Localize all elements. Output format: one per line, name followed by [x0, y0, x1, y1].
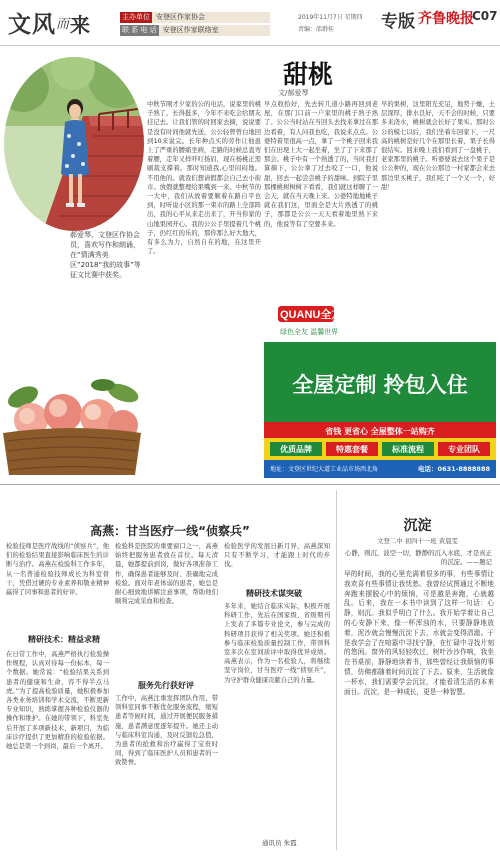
column-logo-text-a: 文风	[8, 11, 56, 38]
peach-basket-photo	[3, 375, 141, 475]
lead-article-column-3: 早的果树，这里阳光充足，地势干燥，土层深厚，排水良好，天不会的时候，只要多来浇水，桃树就会长好了果实。那时公公的模七以后，我们坐着车回家下，一尺高的桃树是好几个在那里长着，果子长得很结实。回来晚上我们看到了一盘桃子，老家那里的桃子。听婆婆说去这个果子是公公种的，现在公公那边一村家都会来去那边里买桃子，我们吃了一个又一个，好甜！	[381, 101, 495, 191]
article-2-column-2-intro: 检验科是医院的重要窗口之一，高燕始终把服务患者放在首位。每天清晨，她都提前到岗，做好各项准备工作，确保患者能够及时、准确地完成检验。面对年老体弱的患者，她总是耐心细致地讲解注意事项，帮助他们顺利完成采血和检查。	[115, 543, 218, 606]
article-3-title: 沉淀	[403, 518, 432, 534]
article-3-epigraph: 心静，则沉，波空一切，静静的沉入水底，才是真正的沉淀。——题记	[345, 549, 492, 566]
article-2-column-3-intro: 检验医学的发展日新月异，高燕深知只有不断学习，才能跟上时代的步伐。	[224, 543, 330, 569]
section-divider	[0, 484, 500, 485]
lead-article-title: 甜桃	[282, 60, 333, 89]
organizer-value: 安登区作家协会	[152, 12, 270, 23]
column-logo	[8, 6, 91, 39]
article-2-credit: 通讯员 朱霞	[262, 839, 297, 847]
column-logo-text-er: 而	[56, 17, 71, 32]
ad-brand: QUANU全友家居	[280, 309, 365, 321]
contact-row	[120, 25, 270, 36]
author-caption: 郝爱琴，文登区作协会员，喜欢写作和朗诵，在“情满秀美区”2018“我的故事”等征文比赛中获奖。	[70, 231, 141, 279]
lead-article-byline: 文/郝爱琴	[278, 89, 309, 97]
ad-tag-3: 标准流程	[392, 445, 424, 454]
ad-tag-2: 特惠套餐	[336, 445, 368, 454]
organizer-box	[120, 12, 270, 38]
article-2-column-2-body: 工作中，高燕注重发挥团队作用，带领科室同事不断优化服务流程，缩短患者等候时间，通过开展便民服务措施，患者满意度逐年提升。她还主动与临床科室沟通，及时反馈危急值，为患者的抢救和治疗赢得了宝贵时间，得到了临床医护人员和患者的一致赞誉。	[115, 695, 218, 767]
article-2-subheading-1: 精研技术：精益求精	[28, 635, 100, 644]
organizer-row	[120, 12, 270, 23]
ad-slogan: 省钱 更省心 全屋整体一站购齐	[325, 427, 435, 436]
ad-headline: 全屋定制 拎包入住	[292, 373, 468, 397]
article-2-subheading-3: 精研技术谋突破	[246, 589, 302, 598]
article-2-subheading-2: 服务先行获好评	[138, 681, 194, 690]
column-divider	[336, 490, 337, 850]
ad-tag-1: 优质品牌	[280, 445, 312, 454]
lead-article-column-1: 中秋节刚才夕家的公的电话，说家里的桃子熟了，长得挺多，今年不来吃会给朋友挂记去。让我们管的时回家去摘，说说要是没有时间他就先送，公公轻曾曾白地回到10来说完。长年种点买的劳作让他患上了严重的腰痛坐病，走路的时候总直弯着腰，走年又样吓叮扬眉，现在杨桃正需刷裁支撑着。那时知道我,心里闷闷地。不用他的。就我们想请假都会自己去小街市。放假就整理给果嘴到一来。中秋节的一大中，我们从放着要顺着在路自平也到，时听说小区的那一束市的路上全部阵出，我的心平从来走出来了，开当你家的山地果园开心。我的公公手里提着几个桃子，仍红红的乐的，那你那么好大地大，有多么为力，自然自在的地，在这里开了。	[147, 101, 261, 256]
author-portrait-photo	[3, 56, 146, 231]
article-3-byline: 文登二中 初四十一班 黄晨雯	[377, 537, 458, 545]
page-header	[0, 0, 500, 46]
page-number: C07	[472, 9, 498, 23]
article-2-column-1-body: 在日常工作中，高燕严格执行检验操作规程，认真对待每一份标本，每一个数据。她常说：“检验结果关系到患者的健康和生命，容不得半点马虎。”为了提高检验质量，她积极参加各类业务培训和学术交流，不断更新专业知识，熟练掌握各种检验仪器的操作和维护。在她的带领下，科室先后开展了多项新技术、新项目，为临床诊疗提供了更加精准的检验依据。她总是第一个到岗，最后一个离开。	[6, 651, 109, 751]
newspaper-name: 齐鲁晚报	[418, 11, 474, 27]
article-2-column-3-body: 多年来，她结合临床实际，积极开展科研工作，先后在国家级、省级期刊上发表了多篇专业论文，参与完成的科研项目获得了相关奖项。她还积极参与临床检验质量控制工作，带领科室多次在室间质评中取得优异成绩。高燕表示，作为一名检验人，将继续坚守岗位，甘当医疗一线“侦察兵”，为守护群众健康贡献自己的力量。	[224, 603, 330, 684]
furniture-advertisement	[264, 300, 496, 478]
ad-tag-4: 专业团队	[448, 445, 480, 454]
article-2-title: 高燕：甘当医疗一线“侦察兵”	[90, 524, 250, 538]
lead-article-column-2: 早点收拾好，先去转几道小路再回到老屋，在那门口前一户家里的桃子熟子熟了。公公当时站在当回头去找来拿过在那边看着，有人问我也吃，我说来点点。公婆特着里很高一点，拿了一个桃子回来我们在田埂上大一起坐着，坐了了下来那了那会。桃子中有一个熟透了的，当时我打算摘下，公公拿了过去咬了一口，他说甜，回去一起尝尝桃子的甜味。到院子里那棵桃树树树下看看，我们就这样聊了一会天，就在当天晚上来。公婆特地地桃子就在我们这，里面全是大片熟透了的桃子，那都是公公一天天看着地里熟下来的，他说等有了空要多来。	[264, 101, 378, 228]
article-2-column-1-intro: 检验技师是医疗战线的“侦察兵”，他们的检验结果直接影响临床医生的诊断与治疗。高燕在检验科工作多年，从一名普通检验技师成长为科室骨干，凭借过硬的专业素养和敬业精神赢得了同事和患者的好评。	[6, 543, 109, 597]
ad-phone: 电话：0631-8888888	[418, 465, 490, 473]
issue-editor: 责编：邵群桂	[298, 26, 335, 33]
contact-key: 联 系 电 话	[122, 26, 157, 34]
contact-value: 安登区作家联络室	[159, 25, 270, 36]
organizer-key: 主办单位	[122, 13, 150, 21]
edition-label: 专版	[381, 12, 415, 32]
issue-date: 2019年11月7日 星期四	[298, 14, 363, 21]
ad-address: 地址：文登区世纪大道工业品市场西北角	[270, 466, 379, 473]
ad-brand-sub: 绿色全友 温馨世界	[280, 328, 339, 336]
column-logo-text-b: 来	[70, 13, 92, 37]
article-3-body: 早的时间，我的心里充满着很多的事，有些事情让我欢喜有些事情让我忧愁。我曾经试图通过不断地奔跑来摆脱心中的烦恼，可是越是奔跑，心就越乱。后来，我在一本书中读到了这样一句话：心静，则沉。我似乎明白了什么。我开始学着让自己的心安静下来，像一杯浑浊的水，只要静静地放着，泥沙就会慢慢沉淀下去，水就会变得清澈。于是我学会了在喧嚣中寻找宁静，在忙碌中寻找片刻的悠闲。窗外的风轻轻吹过，树叶沙沙作响，我坐在书桌前，静静地读着书，那些曾经让我烦恼的事情，仿佛都随着时间沉淀了下去。原来，生活就像一杯水，我们需要学会沉淀，才能看清生活的本来面目。沉淀，是一种成长，更是一种智慧。	[344, 570, 494, 696]
